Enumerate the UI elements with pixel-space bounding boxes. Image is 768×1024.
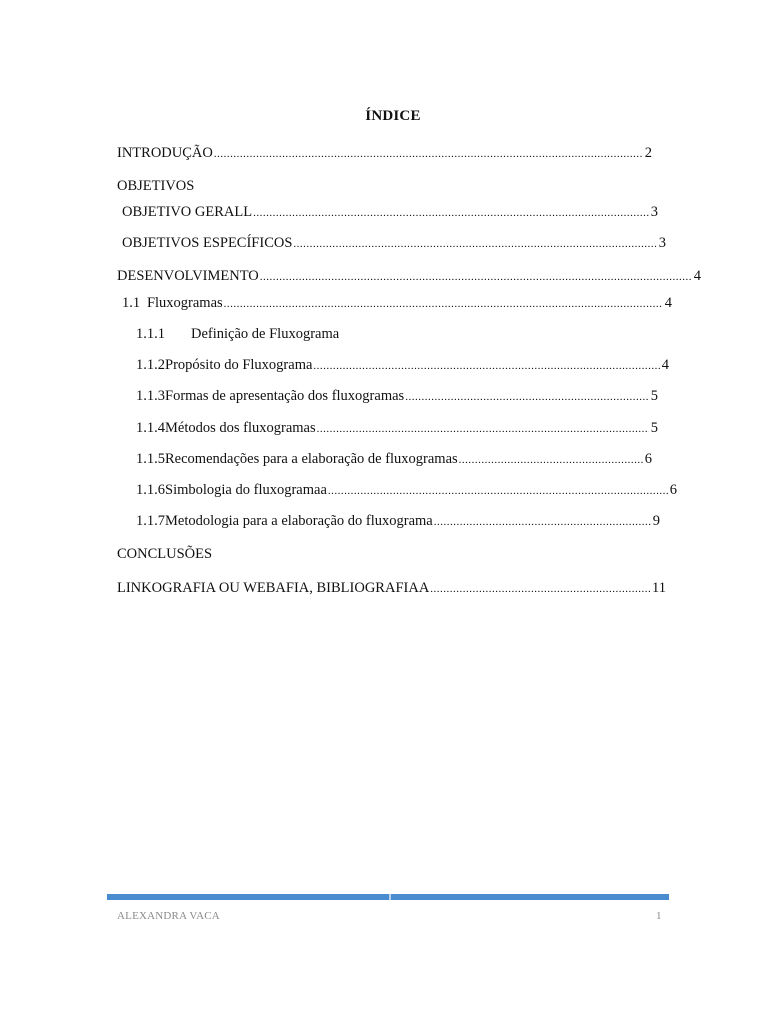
toc-entry-1-1-4[interactable] [136, 419, 658, 438]
toc-entry-text: LINKOGRAFIA OU WEBAFIA, BIBLIOGRAFIAA [117, 580, 430, 596]
toc-entry-number: 1.1.5 [136, 451, 165, 467]
dot-leader [224, 295, 663, 313]
toc-entry-1-1-1[interactable] [136, 325, 339, 343]
dot-leader [459, 451, 643, 469]
toc-entry-page: 6 [669, 482, 677, 498]
toc-entry-number: 1.1.2 [136, 357, 165, 373]
toc-entry-text: Formas de apresentação dos fluxogramas [165, 388, 405, 404]
toc-entry-conclusoes[interactable] [117, 545, 212, 563]
toc-entry-desenvolvimento[interactable] [117, 267, 701, 286]
toc-entry-text: Métodos dos fluxogramas [165, 420, 316, 436]
toc-entry-1-1-2[interactable] [136, 356, 669, 375]
toc-entry-1-1-5[interactable] [136, 450, 652, 469]
toc-entry-page: 4 [693, 268, 701, 284]
footer-author: ALEXANDRA VACA [117, 910, 220, 922]
toc-entry-page: 9 [652, 513, 660, 529]
toc-entry-1-1-6[interactable] [136, 481, 677, 500]
toc-entry-text: OBJETIVO GERALL [122, 204, 253, 220]
toc-entry-number: 1.1.1 [136, 326, 165, 342]
dot-leader [405, 388, 649, 406]
dot-leader [328, 482, 668, 500]
toc-entry-objetivos[interactable] [117, 177, 194, 195]
toc-entry-text: CONCLUSÕES [117, 546, 213, 562]
toc-entry-page: 3 [658, 235, 666, 251]
page-title: ÍNDICE [365, 108, 421, 124]
toc-entry-page: 11 [652, 580, 666, 596]
toc-entry-text: OBJETIVOS [117, 178, 195, 194]
toc-entry-1-1-7[interactable] [136, 512, 660, 531]
toc-entry-linkografia[interactable] [117, 579, 666, 598]
toc-entry-text: OBJETIVOS ESPECÍFICOS [122, 235, 293, 251]
toc-entry-text: Definição de Fluxograma [191, 326, 340, 342]
toc-entry-1-1-3[interactable] [136, 387, 658, 406]
footer-page-number: 1 [656, 910, 662, 922]
dot-leader [253, 204, 649, 222]
dot-leader [313, 357, 659, 375]
toc-entry-text: Simbologia do fluxogramaa [165, 482, 327, 498]
dot-leader [317, 420, 649, 438]
footer-rule-divider [389, 894, 391, 900]
toc-entry-page: 5 [650, 420, 658, 436]
toc-entry-page: 4 [661, 357, 669, 373]
toc-entry-number: 1.1.6 [136, 482, 165, 498]
toc-entry-1-1[interactable] [122, 294, 672, 313]
toc-entry-text: Fluxogramas [146, 295, 223, 311]
dot-leader [434, 513, 651, 531]
toc-entry-number: 1.1.3 [136, 388, 165, 404]
toc-entry-text: DESENVOLVIMENTO [117, 268, 259, 284]
toc-entry-text: Metodologia para a elaboração do fluxograma [165, 513, 433, 529]
toc-entry-text: INTRODUÇÃO [117, 145, 213, 161]
footer-rule [107, 894, 669, 900]
toc-entry-text: Propósito do Fluxograma [165, 357, 313, 373]
toc-entry-page: 2 [644, 145, 652, 161]
dot-leader [214, 145, 643, 163]
toc-entry-objetivo-geral[interactable] [122, 203, 658, 222]
toc-entry-number: 1.1.7 [136, 513, 165, 529]
toc-entry-number: 1.1 [122, 295, 141, 311]
toc-entry-text: Recomendações para a elaboração de fluxogramas [165, 451, 458, 467]
toc-entry-page: 3 [650, 204, 658, 220]
dot-leader [293, 235, 656, 253]
toc-entry-objetivos-especificos[interactable] [122, 234, 666, 253]
toc-entry-page: 5 [650, 388, 658, 404]
toc-entry-introducao[interactable] [117, 144, 652, 163]
dot-leader [260, 268, 692, 286]
dot-leader [430, 580, 650, 598]
toc-entry-page: 4 [664, 295, 672, 311]
toc-entry-page: 6 [644, 451, 652, 467]
toc-entry-number: 1.1.4 [136, 420, 165, 436]
